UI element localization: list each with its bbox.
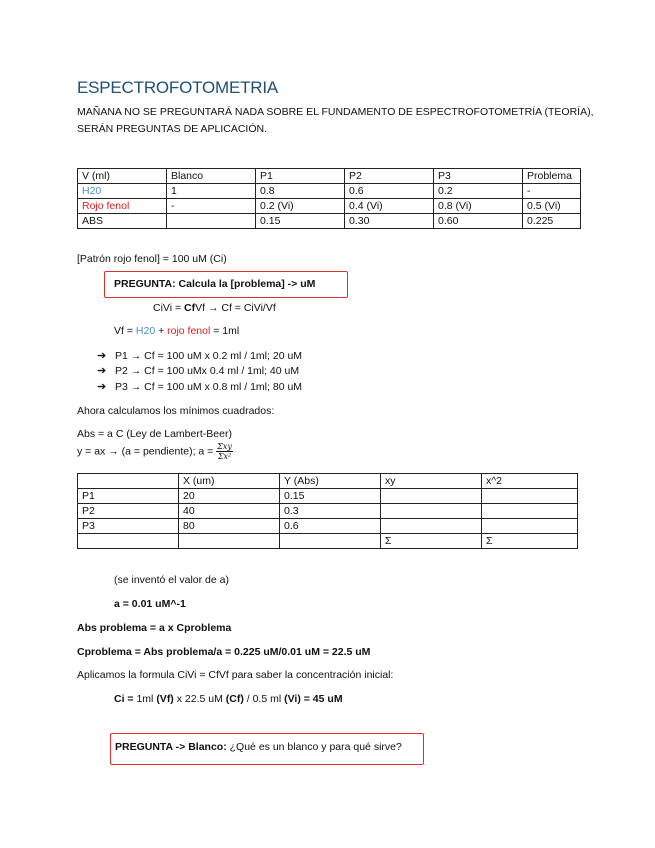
table-row (78, 504, 578, 519)
a-value: a = 0.01 uM^-1 (114, 598, 186, 610)
table-cell: 0.6 (280, 519, 381, 534)
vf-h2o: H20 (135, 325, 156, 337)
list-item-text: P3 → Cf = 100 uM x 0.8 ml / 1ml; 80 uM (115, 381, 303, 393)
table-header-cell: P3 (434, 169, 523, 184)
list-item (97, 380, 302, 393)
fraction (216, 442, 233, 461)
table-header-cell: P1 (256, 169, 345, 184)
table-header-cell: x^2 (482, 474, 578, 489)
table-cell (280, 534, 381, 549)
table-row (78, 199, 581, 214)
table-cell: 80 (179, 519, 280, 534)
patron-text: [Patrón rojo fenol] = 100 uM (Ci) (77, 253, 227, 265)
table-cell: 0.15 (280, 489, 381, 504)
ci-part: Ci = (114, 693, 137, 705)
list-item-text: P2 → Cf = 100 uMx 0.4 ml / 1ml; 40 uM (115, 365, 300, 377)
vf-part: + (155, 325, 168, 337)
table-header-cell: P2 (345, 169, 434, 184)
table-header-cell: Y (Abs) (280, 474, 381, 489)
vf-part: Vf = (114, 325, 136, 337)
table-cell: P2 (78, 504, 179, 519)
table-cell: 0.2 (434, 184, 523, 199)
table-cell (482, 504, 578, 519)
lambert-text: Abs = a C (Ley de Lambert-Beer) (77, 428, 232, 440)
table-cell: 0.8 (Vi) (434, 199, 523, 214)
table-cell: 0.2 (Vi) (256, 199, 345, 214)
table-cell: 0.60 (434, 214, 523, 229)
table-cell (179, 534, 280, 549)
table-cell: 1 (167, 184, 256, 199)
table-cell (381, 489, 482, 504)
question-1: PREGUNTA: Calcula la [problema] -> uM (114, 278, 316, 290)
table-cell: 0.4 (Vi) (345, 199, 434, 214)
table-row (78, 184, 581, 199)
formula-part: → Cf = CiVi/Vf (205, 302, 276, 314)
ci-part: (Cf) (225, 693, 244, 705)
pendiente-label: y = ax → (a = pendiente); a = (77, 445, 217, 458)
table-cell: 0.30 (345, 214, 434, 229)
arrow-icon: ➔ (97, 381, 107, 393)
table-cell (381, 504, 482, 519)
table-cell: 0.6 (345, 184, 434, 199)
table-cell (482, 489, 578, 504)
table-cell: 0.15 (256, 214, 345, 229)
table-header-cell: Blanco (167, 169, 256, 184)
aplicamos-text: Aplicamos la formula CiVi = CfVf para saber la concentración inicial: (77, 669, 394, 681)
table-row (78, 519, 578, 534)
table-cell: 0.8 (256, 184, 345, 199)
table-header-cell: xy (381, 474, 482, 489)
vf-rojo: rojo fenol (167, 325, 211, 337)
table-cell (167, 214, 256, 229)
ci-part: (Vf) (156, 693, 174, 705)
ci-part: 1ml (136, 693, 157, 705)
table-row (78, 489, 578, 504)
table-cell: Rojo fenol (78, 199, 167, 214)
ci-part: = 45 uM (300, 693, 343, 705)
table-cell: 40 (179, 504, 280, 519)
table-cell: H20 (78, 184, 167, 199)
table-cell: - (523, 184, 581, 199)
list-item (97, 364, 299, 377)
table-cell: Σ (381, 534, 482, 549)
table-cell (78, 534, 179, 549)
vf-part: = 1ml (210, 325, 240, 337)
arrow-icon: ➔ (97, 365, 107, 377)
formula-part: Vf (195, 302, 206, 314)
volumes-table (77, 168, 581, 229)
question-2-text: ¿Qué es un blanco y para qué sirve? (229, 741, 402, 753)
vf-formula (114, 325, 239, 337)
table-header-cell: Problema (523, 169, 581, 184)
invento-text: (se inventó el valor de a) (114, 574, 229, 586)
table-cell: P1 (78, 489, 179, 504)
table-row (78, 534, 578, 549)
table-header-cell: X (um) (179, 474, 280, 489)
table-cell: Σ (482, 534, 578, 549)
ci-formula (114, 693, 343, 705)
question-2-label: PREGUNTA -> Blanco: (115, 741, 230, 753)
abs-problema: Abs problema = a x Cproblema (77, 622, 232, 634)
table-cell (482, 519, 578, 534)
table-row (78, 214, 581, 229)
table-cell: P3 (78, 519, 179, 534)
pendiente-text (77, 442, 233, 461)
cproblema-text: Cproblema = Abs problema/a = 0.225 uM/0.01 uM = 22.5 uM (77, 646, 371, 658)
table-cell: 0.225 (523, 214, 581, 229)
page-title: ESPECTROFOTOMETRIA (77, 78, 279, 97)
table-cell (381, 519, 482, 534)
ci-part: x 22.5 uM (173, 693, 226, 705)
fraction-denominator: Σx² (217, 452, 232, 461)
ci-part: (Vi) (284, 693, 301, 705)
table-header-row (78, 474, 578, 489)
formula-civi (153, 302, 276, 314)
table-header-cell (78, 474, 179, 489)
list-item (97, 349, 302, 362)
arrow-icon: ➔ (97, 350, 107, 362)
table-cell: 20 (179, 489, 280, 504)
table-header-cell: V (ml) (78, 169, 167, 184)
list-item-text: P1 → Cf = 100 uM x 0.2 ml / 1ml; 20 uM (115, 350, 303, 362)
fraction-numerator: Σxy (217, 442, 232, 451)
formula-part: CiVi = (153, 302, 185, 314)
table-header-row (78, 169, 581, 184)
question-2 (115, 741, 402, 753)
table-cell: 0.3 (280, 504, 381, 519)
intro-text: MAÑANA NO SE PREGUNTARÁ NADA SOBRE EL FUNDAMENTO DE ESPECTROFOTOMETRÍA (TEORÍA), SERÁN PREGUNTAS DE APLICACIÓN. (77, 106, 594, 135)
minimos-text: Ahora calculamos los mínimos cuadrados: (77, 405, 275, 417)
least-squares-table (77, 473, 578, 549)
formula-part: Cf (184, 302, 196, 314)
table-cell: - (167, 199, 256, 214)
table-cell: 0.5 (Vi) (523, 199, 581, 214)
ci-part: / 0.5 ml (243, 693, 285, 705)
table-cell: ABS (78, 214, 167, 229)
